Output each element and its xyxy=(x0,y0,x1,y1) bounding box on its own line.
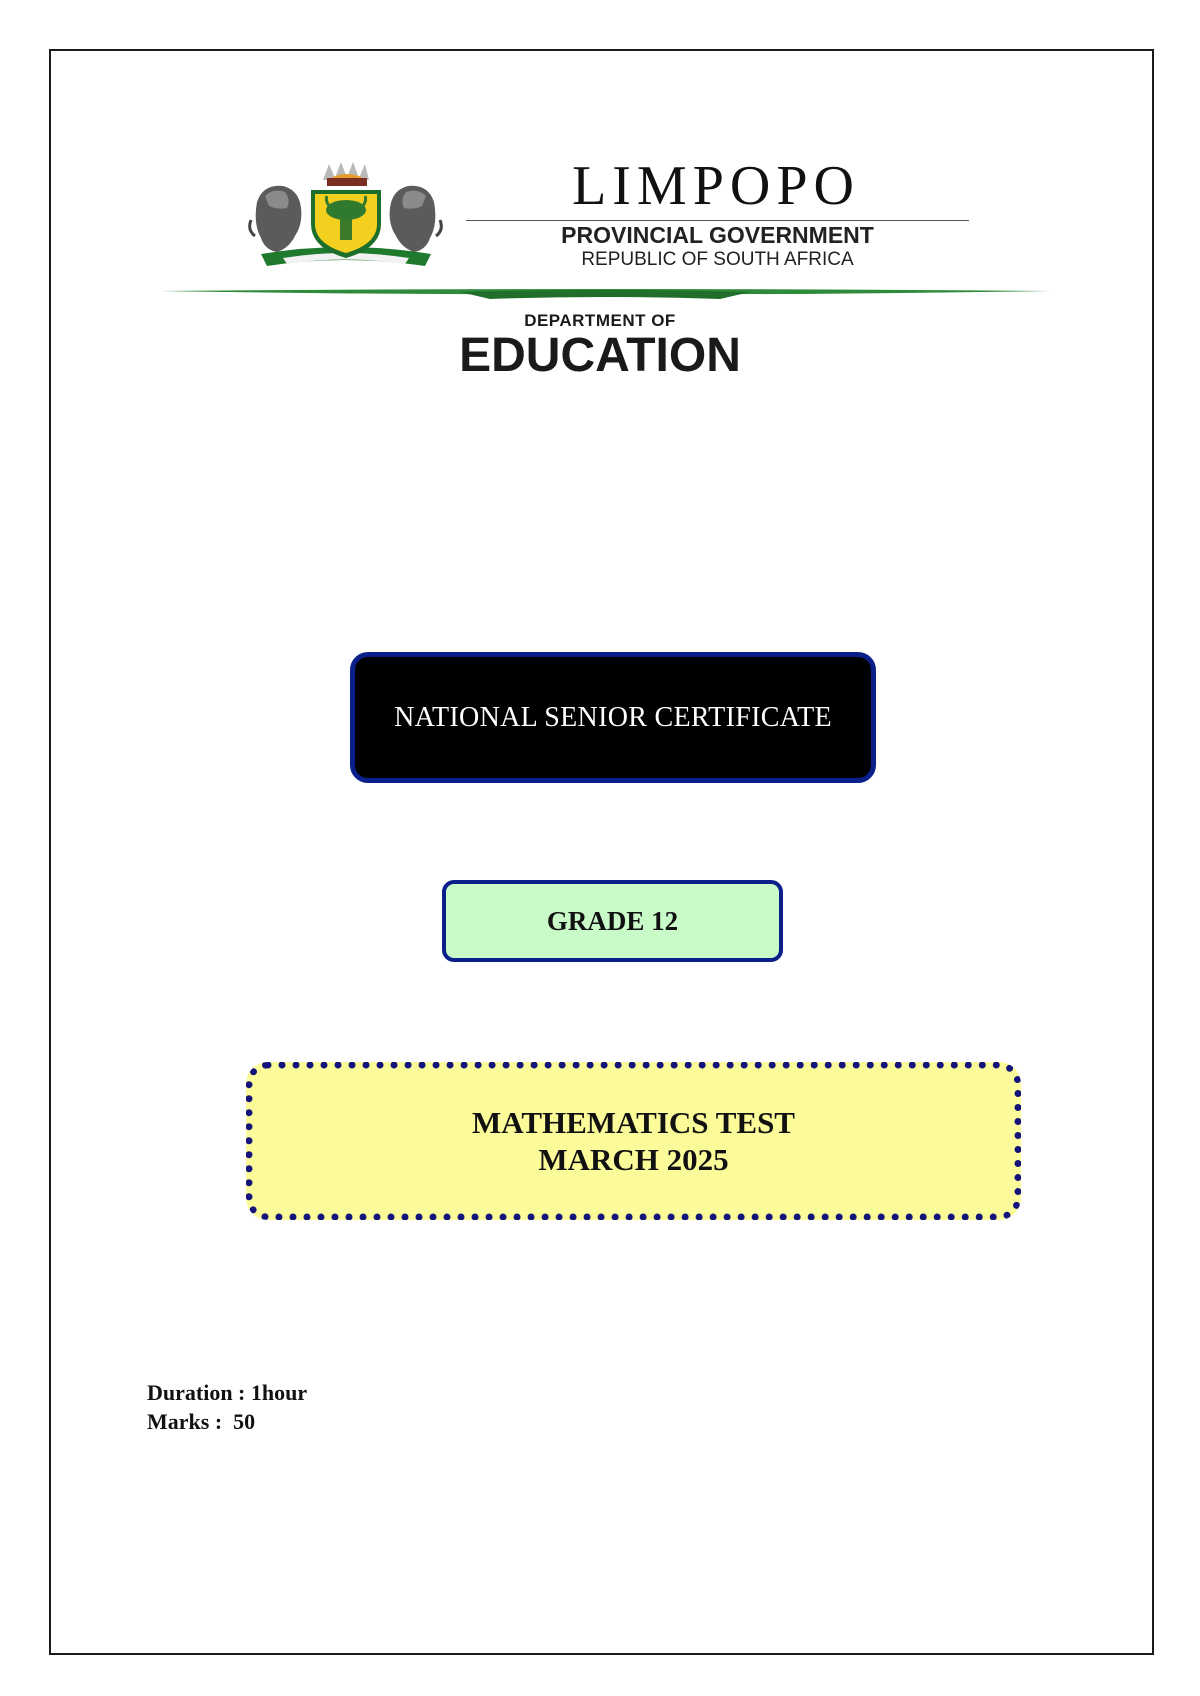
subject-banner xyxy=(246,1062,1021,1220)
province-title: LIMPOPO xyxy=(572,155,860,217)
header-rule xyxy=(466,220,969,221)
certificate-banner xyxy=(350,652,876,783)
department-prefix: DEPARTMENT OF xyxy=(524,311,676,330)
subject-title: MATHEMATICS TEST xyxy=(472,1105,795,1140)
green-divider xyxy=(160,284,1050,300)
government-title: PROVINCIAL GOVERNMENT xyxy=(561,222,874,248)
duration-label: Duration : xyxy=(147,1380,246,1405)
grade-banner xyxy=(442,880,783,962)
duration-value: 1hour xyxy=(250,1380,308,1405)
certificate-label: NATIONAL SENIOR CERTIFICATE xyxy=(394,701,832,733)
marks-label: Marks : xyxy=(147,1409,223,1434)
duration-row xyxy=(147,1378,307,1407)
department-name: EDUCATION xyxy=(459,329,741,382)
marks-row xyxy=(147,1407,307,1436)
grade-label: GRADE 12 xyxy=(546,905,679,936)
exam-info xyxy=(147,1378,307,1436)
coat-of-arms-icon xyxy=(243,162,448,274)
marks-value: 50 xyxy=(233,1409,256,1434)
subject-date: MARCH 2025 xyxy=(538,1142,729,1177)
country-title: REPUBLIC OF SOUTH AFRICA xyxy=(581,249,854,270)
